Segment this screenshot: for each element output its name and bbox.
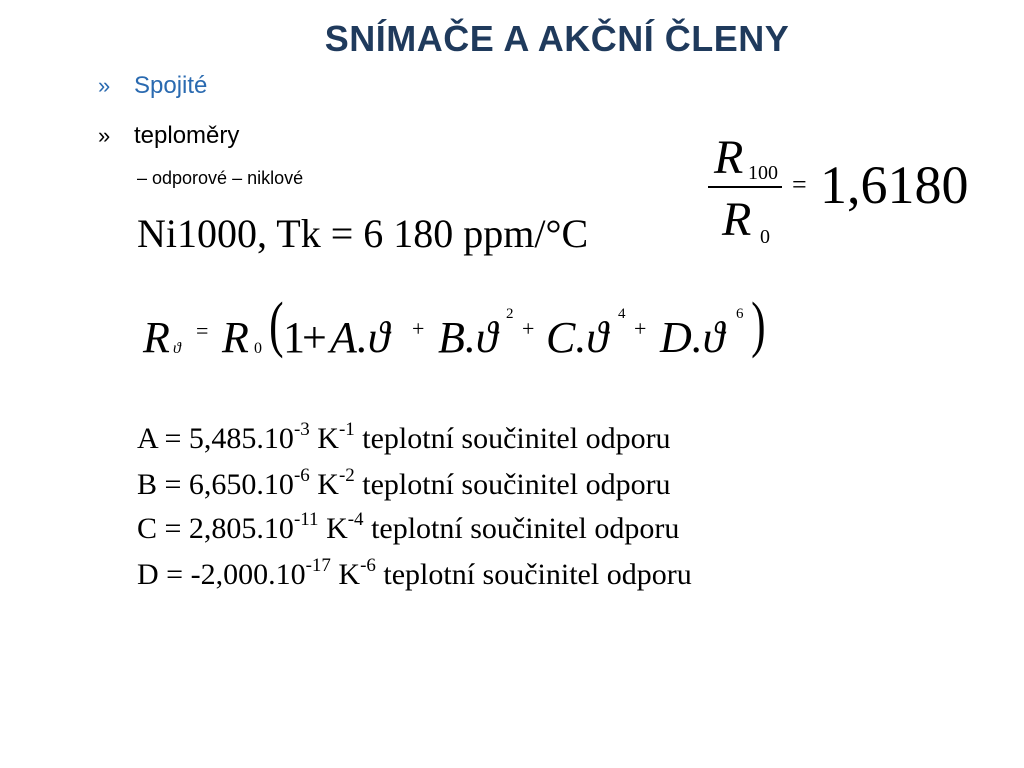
ni1000-spec: Ni1000, Tk = 6 180 ppm/°C — [137, 211, 589, 256]
coef-unit: K — [330, 558, 361, 591]
coef-unit: K — [309, 422, 339, 455]
poly-r0: R — [222, 313, 249, 362]
bullet-teplomery — [98, 122, 239, 150]
ratio-numerator-r: R — [714, 131, 744, 184]
ratio-numerator-sub: 100 — [748, 162, 778, 184]
poly-r0-sub: 0 — [254, 340, 262, 357]
poly-exp-4: 4 — [618, 306, 626, 322]
poly-term-b: B.ϑ — [438, 313, 498, 362]
coef-unit-exponent: -2 — [338, 465, 355, 486]
coef-description: teplotní součinitel odporu — [354, 468, 671, 501]
coef-unit: K — [309, 468, 339, 501]
poly-term-a: A.ϑ — [330, 313, 390, 362]
coef-value: B = 6,650.10 — [137, 468, 294, 501]
coefficient-c-line — [137, 509, 937, 545]
slide-title: SNÍMAČE A AKČNÍ ČLENY — [324, 18, 790, 59]
coef-description: teplotní součinitel odporu — [375, 558, 692, 591]
poly-lhs-r: R — [143, 313, 170, 362]
fraction-bar — [708, 186, 782, 188]
poly-exp-6: 6 — [736, 306, 744, 322]
ratio-denominator-sub: 0 — [760, 226, 770, 248]
ratio-denominator-r: R — [722, 193, 752, 246]
poly-equals: = — [196, 318, 209, 343]
poly-plus-2: + — [412, 316, 425, 341]
coef-unit-exponent: -1 — [338, 419, 355, 440]
bullet-spojite — [98, 72, 207, 100]
coefficient-d-line — [137, 555, 937, 591]
coef-value: D = -2,000.10 — [137, 558, 306, 591]
poly-lhs-sub: ϑ — [173, 340, 181, 357]
coef-value: C = 2,805.10 — [137, 512, 294, 545]
bullet-marker: » — [98, 73, 111, 98]
left-paren: ( — [269, 291, 284, 359]
coef-description: teplotní součinitel odporu — [354, 422, 671, 455]
coef-description: teplotní součinitel odporu — [363, 512, 680, 545]
coef-unit: K — [318, 512, 348, 545]
poly-plus-4: + — [634, 316, 647, 341]
coef-exponent: -3 — [293, 419, 310, 440]
coef-value: A = 5,485.10 — [137, 422, 294, 455]
coef-exponent: -11 — [293, 509, 319, 530]
poly-term-c: C.ϑ — [546, 313, 608, 362]
coef-unit-exponent: -6 — [360, 555, 376, 576]
sub-bullet-odporove: – odporové – niklové — [137, 168, 304, 188]
poly-plus-1: + — [302, 313, 327, 362]
bullet-text: Spojité — [134, 72, 208, 99]
coef-exponent: -17 — [305, 555, 331, 576]
right-paren: ) — [751, 291, 766, 359]
poly-term-d: D.ϑ — [660, 313, 725, 362]
poly-plus-3: + — [522, 316, 535, 341]
coef-exponent: -6 — [293, 465, 310, 486]
bullet-text: teploměry — [134, 122, 240, 149]
bullet-marker: » — [98, 123, 111, 148]
coef-unit-exponent: -4 — [347, 509, 364, 530]
ratio-value: 1,6180 — [820, 155, 969, 215]
coefficient-b-line — [137, 465, 937, 501]
coefficient-a-line — [137, 419, 937, 455]
poly-exp-2: 2 — [506, 306, 514, 322]
ratio-equals: = — [792, 170, 807, 199]
poly-one: 1 — [283, 313, 305, 362]
